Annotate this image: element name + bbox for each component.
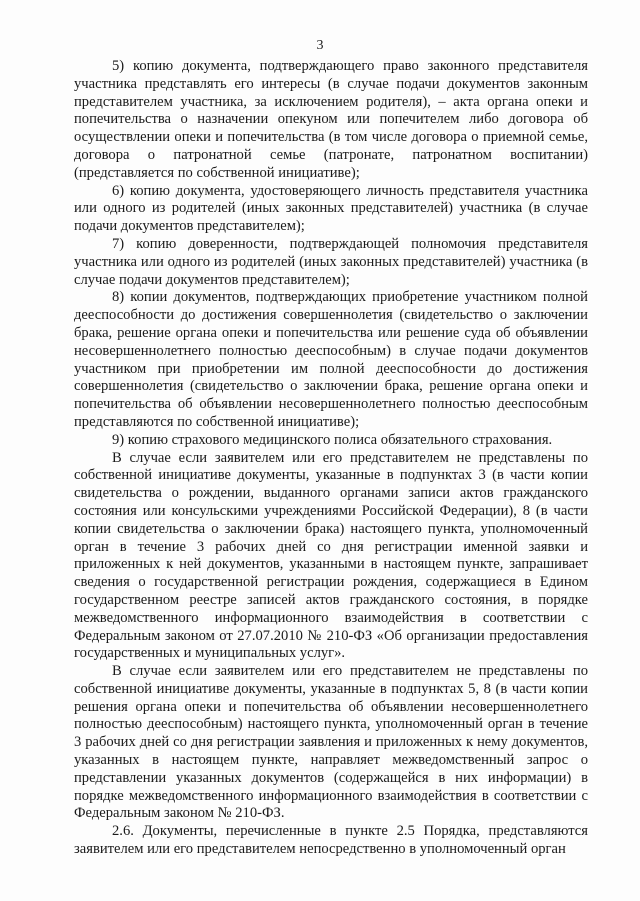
paragraph-item-8-legal-capacity: 8) копии документов, подтверждающих приобретение участником полной дееспособности до достижения совершеннолетия (свидетельство о заключении брака, решение органа опеки и попечительства или решение суда об объявлении несовершеннолетнего полностью дееспособным) в случае подачи документов участником при приобретении им полной дееспособности до достижения совершеннолетия (свидетельство о заключении брака, решение органа опеки и попечительства об объявлении несовершеннолетнего полностью дееспособным представляются по собственной инициативе);	[74, 289, 588, 430]
paragraph-section-2-6: 2.6. Документы, перечисленные в пункте 2.5 Порядка, представляются заявителем или его представителем непосредственно в уполномоченный орган	[74, 823, 588, 858]
paragraph-item-5-representative-rights: 5) копию документа, подтверждающего право законного представителя участника представлять его интересы (в случае подачи документов законным представителем участника, за исключением родителя), – акта органа опеки и попечительства о назначении опекуном или попечителем либо договора об осуществлении опеки и попечительства (в том числе договора о приемной семье, договора о патронатной семье (патронате, патронатном воспитании) (представляется по собственной инициативе);	[74, 58, 588, 181]
paragraph-interagency-request-guardianship: В случае если заявителем или его представителем не представлены по собственной инициативе документы, указанные в подпунктах 5, 8 (в части копии решения органа опеки и попечительства об объявлении несовершеннолетнего полностью дееспособным) настоящего пункта, уполномоченный орган в течение 3 рабочих дней со дня регистрации заявления и приложенных к нему документов, указанных в настоящем пункте, направляет межведомственный запрос о представлении указанных документов (содержащейся в них информации) в порядке межведомственного информационного взаимодействия в соответствии с Федеральным законом № 210-ФЗ.	[74, 663, 588, 822]
document-body	[74, 58, 588, 859]
paragraph-item-6-identity-document: 6) копию документа, удостоверяющего личность представителя участника или одного из родителей (иных законных представителей) участника (в случае подачи документов представителем);	[74, 182, 588, 235]
paragraph-item-9-insurance-policy: 9) копию страхового медицинского полиса обязательного страхования.	[112, 431, 553, 448]
page-number: 3	[316, 38, 324, 53]
paragraph-item-7-power-of-attorney: 7) копию доверенности, подтверждающей полномочия представителя участника или одного из родителей (иных законных представителей) участника (в случае подачи документов представителем);	[74, 235, 588, 288]
paragraph-interagency-request-civil-registry: В случае если заявителем или его представителем не представлены по собственной инициативе документы, указанные в подпунктах 3 (в части копии свидетельства о рождении, выданного органами записи актов гражданского состояния или консульскими учреждениями Российской Федерации), 8 (в части копии свидетельства о заключении брака) настоящего пункта, уполномоченный орган в течение 3 рабочих дней со дня регистрации именной заявки и приложенных к ней документов, указанными в настоящем пункте, запрашивает сведения о государственной регистрации рождения, содержащиеся в Едином государственном реестре записей актов гражданского состояния, в порядке межведомственного информационного взаимодействия в соответствии с Федеральным законом от 27.07.2010 № 210-ФЗ «Об организации предоставления государственных и муниципальных услуг».	[74, 449, 588, 662]
